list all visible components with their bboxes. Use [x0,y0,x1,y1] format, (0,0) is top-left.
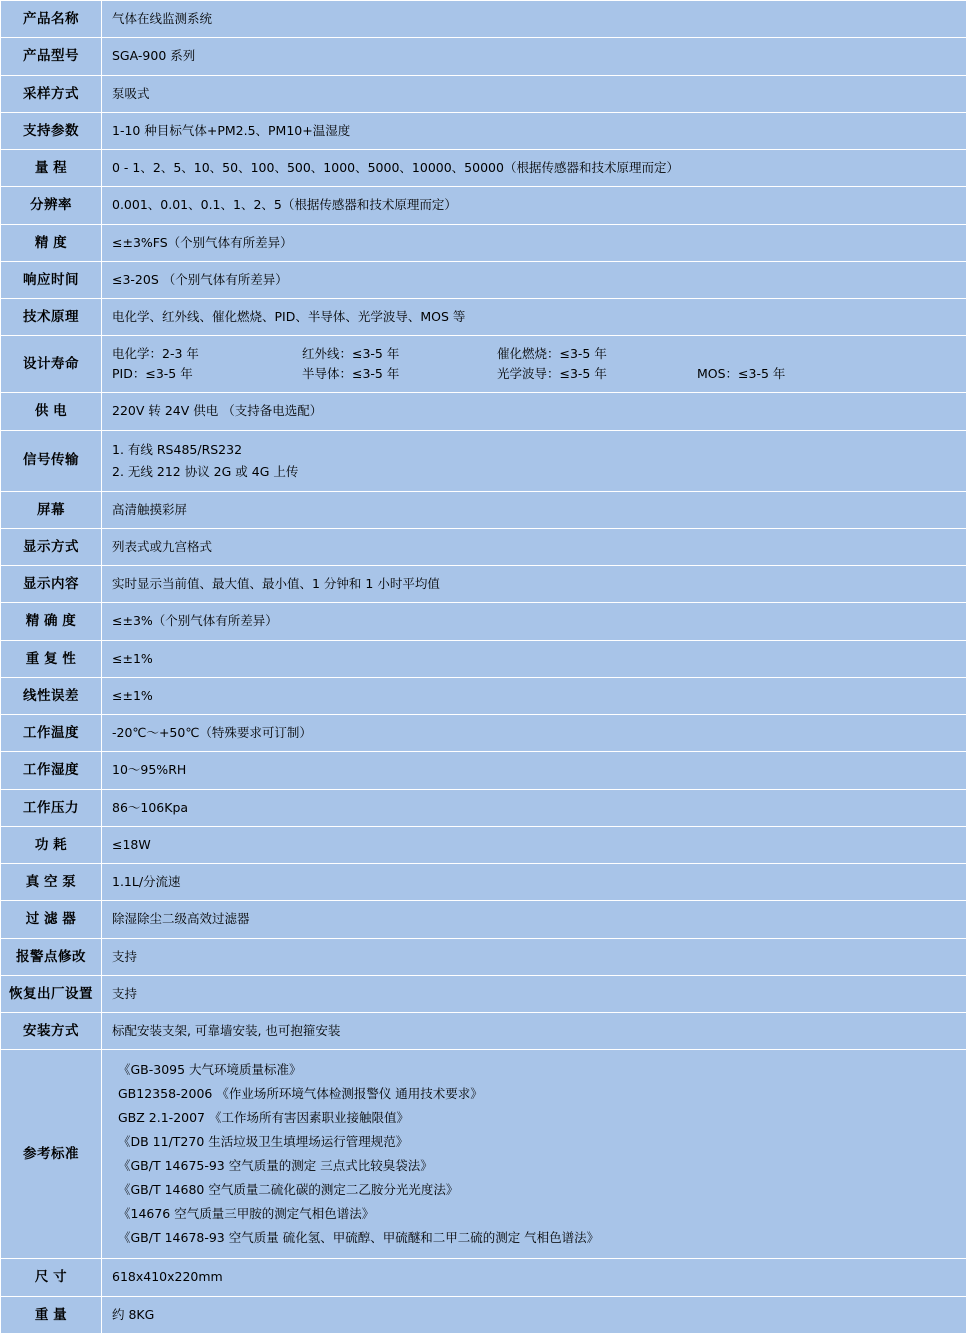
row-value: ≤18W [102,826,967,863]
table-row [1,261,967,298]
standard-line: GB12358-2006 《作业场所环境气体检测报警仪 通用技术要求》 [118,1086,483,1102]
row-value: 10～95%RH [102,752,967,789]
row-value: 电化学、红外线、催化燃烧、PID、半导体、光学波导、MOS 等 [102,299,967,336]
row-label: 精 确 度 [1,603,102,640]
row-label: 重 量 [1,1296,102,1333]
table-row [1,1259,967,1296]
row-label: 采样方式 [1,75,102,112]
table-row [1,393,967,430]
row-label: 响应时间 [1,261,102,298]
row-label: 工作温度 [1,715,102,752]
row-value: 支持 [102,938,967,975]
row-value: 高清触摸彩屏 [102,491,967,528]
standard-line: 《GB/T 14680 空气质量二硫化碳的测定二乙胺分光光度法》 [118,1182,459,1198]
row-value [102,336,967,393]
row-value: 气体在线监测系统 [102,1,967,38]
lifespan-cell: 光学波导：≤3-5 年 [497,366,607,382]
row-value: -20℃～+50℃（特殊要求可订制） [102,715,967,752]
row-label: 产品名称 [1,1,102,38]
standard-line: 《DB 11/T270 生活垃圾卫生填埋场运行管理规范》 [118,1134,409,1150]
table-row [1,187,967,224]
table-row [1,677,967,714]
table-row [1,566,967,603]
table-row [1,224,967,261]
value-line: 1. 有线 RS485/RS232 [112,441,243,457]
table-row [1,38,967,75]
table-row [1,528,967,565]
lifespan-cell: PID：≤3-5 年 [112,366,193,382]
row-label: 量 程 [1,150,102,187]
standard-line: 《GB/T 14678-93 空气质量 硫化氢、甲硫醇、甲硫醚和二甲二硫的测定 气相色谱法》 [118,1230,600,1246]
table-row [1,112,967,149]
standard-line: 《14676 空气质量三甲胺的测定气相色谱法》 [118,1206,375,1222]
row-label: 工作湿度 [1,752,102,789]
value-line: 2. 无线 212 协议 2G 或 4G 上传 [112,463,299,479]
row-label: 报警点修改 [1,938,102,975]
table-row [1,938,967,975]
table-body [1,1,967,1334]
table-row [1,491,967,528]
table-row [1,715,967,752]
standard-line: 《GB/T 14675-93 空气质量的测定 三点式比较臭袋法》 [118,1158,433,1174]
row-value: ≤±1% [102,677,967,714]
row-value: 泵吸式 [102,75,967,112]
row-label: 恢复出厂设置 [1,975,102,1012]
row-label: 功 耗 [1,826,102,863]
row-value: 实时显示当前值、最大值、最小值、1 分钟和 1 小时平均值 [102,566,967,603]
row-value: 0 - 1、2、5、10、50、100、500、1000、5000、10000、50000（根据传感器和技术原理而定） [102,150,967,187]
row-value: 支持 [102,975,967,1012]
lifespan-line [112,344,958,364]
row-label: 重 复 性 [1,640,102,677]
table-row [1,430,967,491]
row-value [102,1050,967,1259]
row-label: 显示内容 [1,566,102,603]
table-row [1,789,967,826]
table-row [1,1,967,38]
table-row [1,752,967,789]
row-value: ≤±3%FS（个别气体有所差异） [102,224,967,261]
lifespan-line [112,364,958,384]
row-value: ≤±1% [102,640,967,677]
table-row [1,826,967,863]
row-value: 1-10 种目标气体+PM2.5、PM10+温湿度 [102,112,967,149]
row-value: 约 8KG [102,1296,967,1333]
row-value: 0.001、0.01、0.1、1、2、5（根据传感器和技术原理而定） [102,187,967,224]
table-row [1,336,967,393]
lifespan-cell: MOS：≤3-5 年 [697,366,786,382]
row-value: 86～106Kpa [102,789,967,826]
row-label: 分辨率 [1,187,102,224]
row-label: 设计寿命 [1,336,102,393]
lifespan-cell: 红外线：≤3-5 年 [302,346,400,362]
table-row [1,299,967,336]
row-label: 参考标准 [1,1050,102,1259]
row-label: 精 度 [1,224,102,261]
table-row [1,150,967,187]
table-row [1,1296,967,1333]
row-value: ≤±3%（个别气体有所差异） [102,603,967,640]
row-value [102,430,967,491]
row-label: 真 空 泵 [1,864,102,901]
table-row [1,1013,967,1050]
row-value: 220V 转 24V 供电 （支持备电选配） [102,393,967,430]
row-value: SGA-900 系列 [102,38,967,75]
row-label: 线性误差 [1,677,102,714]
table-row [1,75,967,112]
row-label: 尺 寸 [1,1259,102,1296]
row-label: 产品型号 [1,38,102,75]
row-label: 信号传输 [1,430,102,491]
row-label: 安装方式 [1,1013,102,1050]
row-label: 屏幕 [1,491,102,528]
standard-line: 《GB-3095 大气环境质量标准》 [118,1062,302,1078]
row-label: 过 滤 器 [1,901,102,938]
table-row [1,864,967,901]
row-label: 显示方式 [1,528,102,565]
row-value: 除湿除尘二级高效过滤器 [102,901,967,938]
standard-line: GBZ 2.1-2007 《工作场所有害因素职业接触限值》 [118,1110,409,1126]
row-value: 1.1L/分流速 [102,864,967,901]
row-value: 618x410x220mm [102,1259,967,1296]
row-value: 标配安装支架, 可靠墙安装, 也可抱箍安装 [102,1013,967,1050]
lifespan-cell: 催化燃烧：≤3-5 年 [497,346,607,362]
row-label: 支持参数 [1,112,102,149]
row-label: 供 电 [1,393,102,430]
table-row [1,603,967,640]
table-row [1,1050,967,1259]
lifespan-cell: 半导体：≤3-5 年 [302,366,400,382]
lifespan-cell: 电化学：2-3 年 [112,346,199,362]
row-label: 技术原理 [1,299,102,336]
row-value: ≤3-20S （个别气体有所差异） [102,261,967,298]
table-row [1,901,967,938]
row-value: 列表式或九宫格式 [102,528,967,565]
table-row [1,640,967,677]
row-label: 工作压力 [1,789,102,826]
table-row [1,975,967,1012]
